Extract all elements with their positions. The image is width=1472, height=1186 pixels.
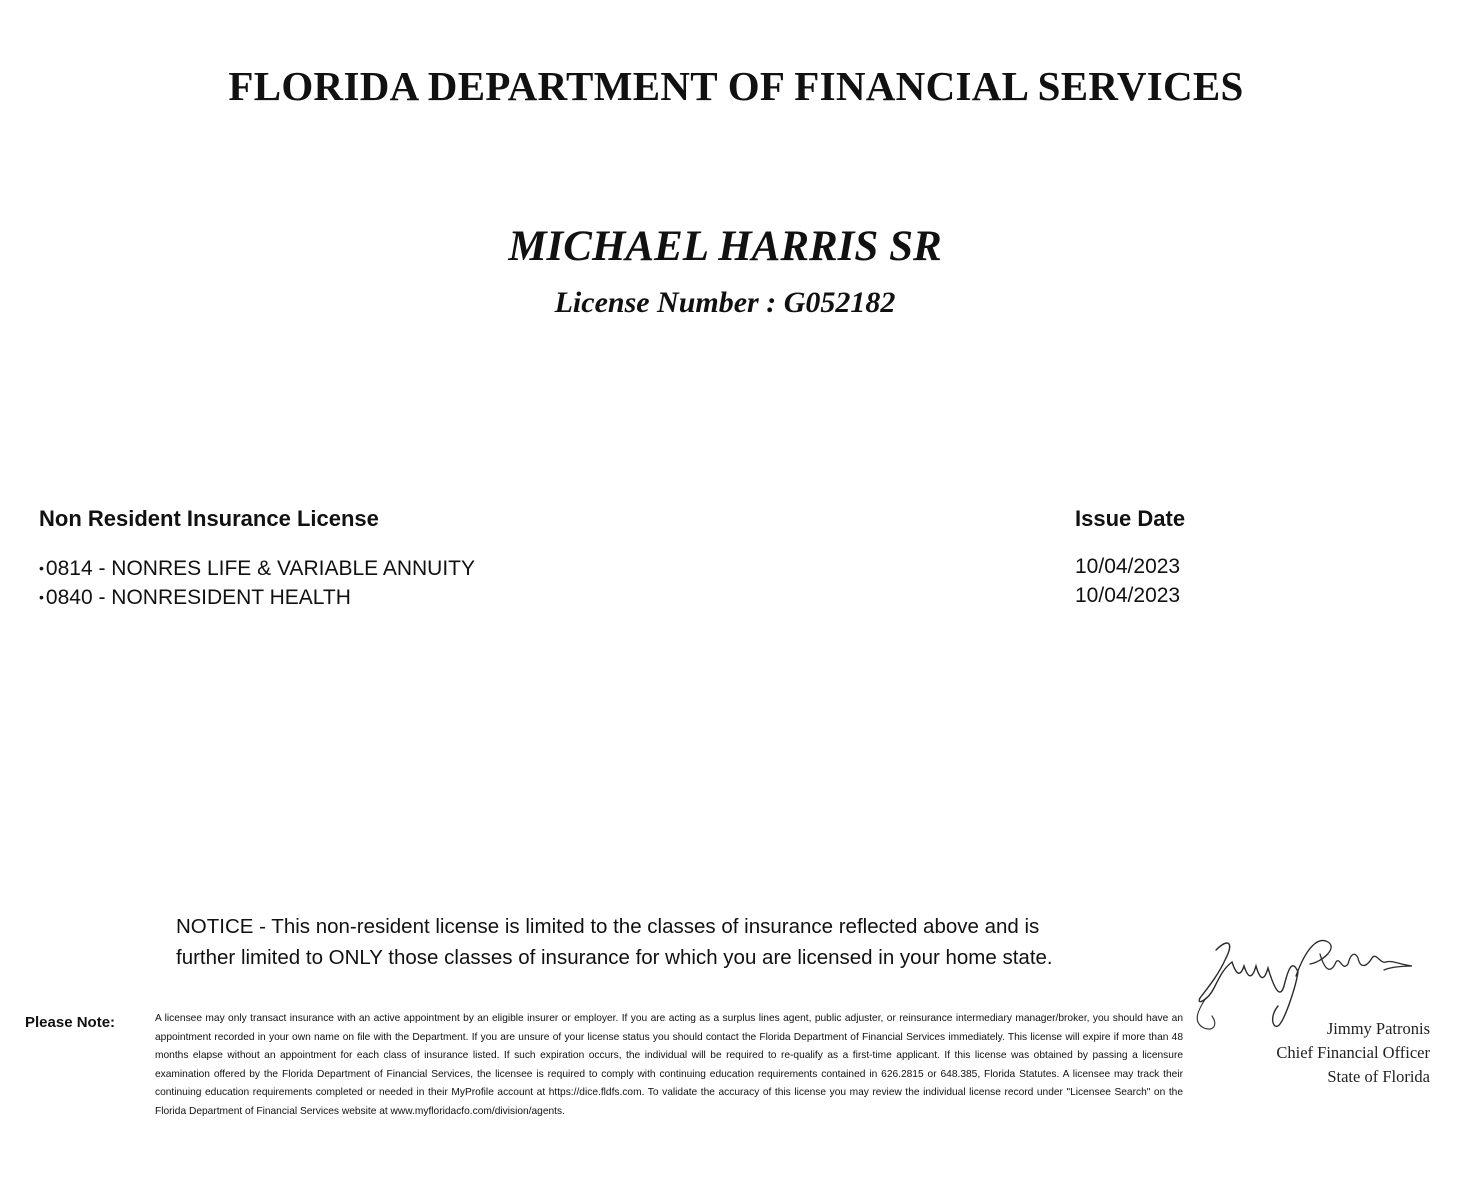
licensee-name: MICHAEL HARRIS SR	[508, 223, 942, 270]
license-class-label: 0814 - NONRES LIFE & VARIABLE ANNUITY	[45, 557, 475, 580]
bullet-icon: •	[39, 589, 44, 605]
license-class-list	[39, 554, 475, 612]
license-number: License Number : G052182	[554, 286, 896, 319]
signatory-state: State of Florida	[1327, 1067, 1430, 1086]
please-note-text: A licensee may only transact insurance with an active appointment by an eligible insurer or employer. If you are acting as a surplus lines agent, public adjuster, or reinsurance intermediary manager/broker, you should have an appointment recorded in your own name on file with the Department. If you are unsure of your license status you should contact the Florida Department of Financial Services immediately. This license will expire if more than 48 months elapse without an appointment for each class of insurance listed. If such expiration occurs, the individual will be required to re-qualify as a first-time applicant. If this license was obtained by passing a licensure examination offered by the Florida Department of Financial Services, the licensee is required to comply with continuing education requirements contained in 626.2815 or 648.385, Florida Statutes. A licensee may track their continuing education requirements completed or needed in their MyProfile account at https://dice.fldfs.com. To validate the accuracy of this license you may review the individual license record under "Licensee Search" on the Florida Department of Financial Services website at www.myfloridacfo.com/division/agents.	[155, 1013, 1183, 1117]
license-class-item	[39, 583, 475, 612]
license-type-heading: Non Resident Insurance License	[39, 506, 379, 531]
signatory-name: Jimmy Patronis	[1326, 1019, 1430, 1038]
department-title: FLORIDA DEPARTMENT OF FINANCIAL SERVICES	[228, 63, 1244, 109]
signatory-block	[1236, 1017, 1430, 1089]
issue-date-list	[1075, 552, 1180, 610]
nonresident-notice: NOTICE - This non-resident license is limited to the classes of insurance reflected above and is further limited to ONLY those classes of insurance for which you are licensed in your home state.	[176, 915, 1053, 969]
signatory-title: Chief Financial Officer	[1276, 1043, 1430, 1062]
issue-date: 10/04/2023	[1075, 584, 1181, 607]
issue-date: 10/04/2023	[1075, 555, 1181, 578]
issue-date-heading: Issue Date	[1075, 506, 1186, 531]
license-class-item	[39, 554, 475, 583]
please-note-label: Please Note:	[25, 1014, 116, 1031]
bullet-icon: •	[39, 560, 44, 576]
license-class-label: 0840 - NONRESIDENT HEALTH	[45, 586, 351, 609]
